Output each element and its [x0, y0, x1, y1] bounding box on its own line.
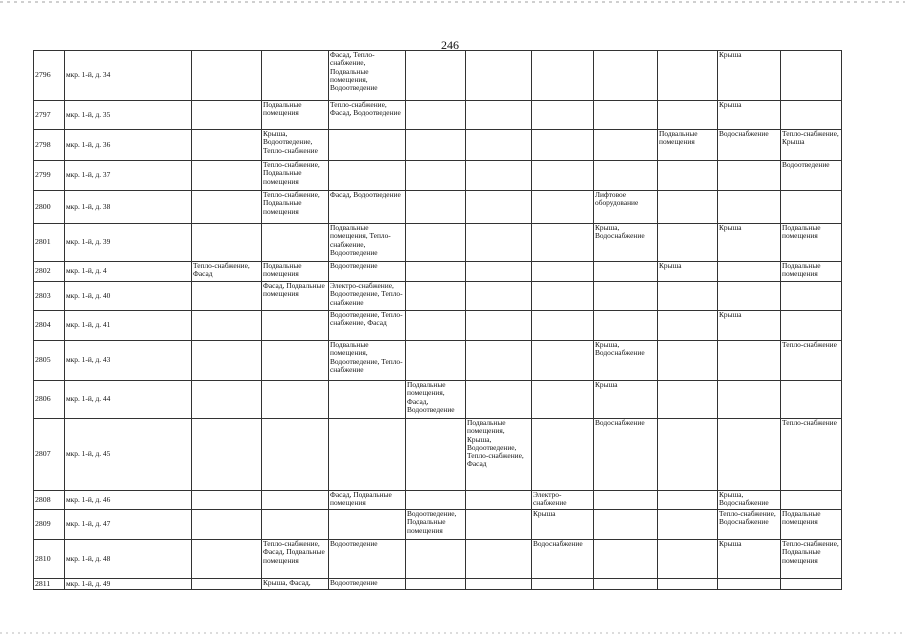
period-cell [192, 510, 262, 540]
period-cell: Крыша [718, 311, 781, 341]
period-cell [466, 341, 532, 381]
scan-edge-top [0, 1, 905, 3]
period-cell [594, 161, 658, 191]
row-number: 2798 [34, 130, 65, 161]
period-cell [406, 224, 466, 262]
period-cell [466, 579, 532, 590]
period-cell [658, 161, 718, 191]
row-number: 2799 [34, 161, 65, 191]
period-cell [781, 311, 842, 341]
period-cell [658, 381, 718, 419]
period-cell [466, 191, 532, 224]
period-cell [718, 262, 781, 282]
period-cell [466, 161, 532, 191]
period-cell: Тепло-снабжение, Крыша [781, 130, 842, 161]
table-body [34, 51, 842, 590]
address-cell: мкр. 1-й, д. 40 [65, 282, 192, 311]
period-cell: Подвальные помещения [781, 224, 842, 262]
address-cell: мкр. 1-й, д. 36 [65, 130, 192, 161]
period-cell: Водоотведение, Подвальные помещения [406, 510, 466, 540]
period-cell [192, 381, 262, 419]
period-cell: Подвальные помещения [781, 262, 842, 282]
period-cell [192, 101, 262, 130]
table-row [34, 282, 842, 311]
table-row [34, 491, 842, 510]
period-cell [781, 101, 842, 130]
address-cell: мкр. 1-й, д. 37 [65, 161, 192, 191]
period-cell [192, 224, 262, 262]
period-cell [262, 341, 329, 381]
period-cell: Крыша, Фасад, [262, 579, 329, 590]
schedule-table-wrapper [33, 50, 842, 590]
row-number: 2804 [34, 311, 65, 341]
period-cell [594, 262, 658, 282]
period-cell [192, 51, 262, 101]
row-number: 2801 [34, 224, 65, 262]
period-cell: Подвальные помещения, Тепло-снабжение, Водоотведение [329, 224, 406, 262]
period-cell [658, 311, 718, 341]
period-cell [532, 311, 594, 341]
period-cell [406, 419, 466, 491]
period-cell: Тепло-снабжение, Фасад, Подвальные помещения [262, 540, 329, 579]
period-cell [466, 101, 532, 130]
table-row [34, 101, 842, 130]
period-cell: Крыша [658, 262, 718, 282]
period-cell [192, 161, 262, 191]
address-cell: мкр. 1-й, д. 48 [65, 540, 192, 579]
period-cell [658, 341, 718, 381]
period-cell [329, 130, 406, 161]
period-cell [466, 262, 532, 282]
period-cell [658, 491, 718, 510]
row-number: 2800 [34, 191, 65, 224]
period-cell [718, 341, 781, 381]
period-cell: Тепло-снабжение, Водоснабжение [718, 510, 781, 540]
table-row [34, 130, 842, 161]
row-number: 2802 [34, 262, 65, 282]
period-cell [192, 191, 262, 224]
period-cell: Водоотведение [781, 161, 842, 191]
period-cell [406, 101, 466, 130]
period-cell: Водоотведение [329, 262, 406, 282]
period-cell [532, 282, 594, 311]
period-cell: Фасад, Водоотведение [329, 191, 406, 224]
period-cell: Крыша, Водоснабжение [594, 224, 658, 262]
period-cell [594, 101, 658, 130]
row-number: 2808 [34, 491, 65, 510]
period-cell [466, 311, 532, 341]
period-cell [532, 101, 594, 130]
address-cell: мкр. 1-й, д. 4 [65, 262, 192, 282]
address-cell: мкр. 1-й, д. 45 [65, 419, 192, 491]
period-cell [466, 540, 532, 579]
row-number: 2806 [34, 381, 65, 419]
period-cell [406, 191, 466, 224]
row-number: 2809 [34, 510, 65, 540]
period-cell: Водоотведение [329, 579, 406, 590]
period-cell: Крыша [718, 540, 781, 579]
period-cell: Крыша [532, 510, 594, 540]
period-cell [718, 419, 781, 491]
row-number: 2811 [34, 579, 65, 590]
period-cell [262, 510, 329, 540]
period-cell [466, 381, 532, 419]
period-cell [594, 282, 658, 311]
period-cell [718, 381, 781, 419]
period-cell [192, 540, 262, 579]
period-cell: Крыша, Водоснабжение [718, 491, 781, 510]
period-cell: Водоснабжение [594, 419, 658, 491]
period-cell [594, 51, 658, 101]
period-cell [262, 419, 329, 491]
table-row [34, 262, 842, 282]
period-cell: Подвальные помещения, Крыша, Водоотведение, Тепло-снабжение, Фасад [466, 419, 532, 491]
period-cell [406, 51, 466, 101]
period-cell: Электро-снабжение [532, 491, 594, 510]
period-cell [532, 579, 594, 590]
period-cell: Тепло-снабжение [781, 341, 842, 381]
period-cell [658, 51, 718, 101]
period-cell [532, 130, 594, 161]
period-cell: Подвальные помещения, Водоотведение, Тепло-снабжение [329, 341, 406, 381]
period-cell: Фасад, Подвальные помещения [262, 282, 329, 311]
period-cell: Подвальные помещения [262, 101, 329, 130]
period-cell [594, 130, 658, 161]
period-cell: Тепло-снабжение, Фасад [192, 262, 262, 282]
period-cell [262, 51, 329, 101]
period-cell [781, 491, 842, 510]
address-cell: мкр. 1-й, д. 41 [65, 311, 192, 341]
period-cell [192, 491, 262, 510]
period-cell [781, 381, 842, 419]
period-cell [658, 224, 718, 262]
table-row [34, 341, 842, 381]
address-cell: мкр. 1-й, д. 44 [65, 381, 192, 419]
period-cell [658, 510, 718, 540]
period-cell [406, 491, 466, 510]
address-cell: мкр. 1-й, д. 34 [65, 51, 192, 101]
period-cell: Тепло-снабжение, Подвальные помещения [262, 161, 329, 191]
period-cell [262, 491, 329, 510]
period-cell [594, 510, 658, 540]
period-cell [262, 311, 329, 341]
period-cell [406, 341, 466, 381]
period-cell [466, 282, 532, 311]
table-row [34, 224, 842, 262]
period-cell [532, 341, 594, 381]
period-cell [192, 419, 262, 491]
period-cell [532, 161, 594, 191]
period-cell [718, 191, 781, 224]
period-cell [532, 51, 594, 101]
scan-edge-bottom [0, 632, 905, 634]
period-cell: Водоотведение [329, 540, 406, 579]
period-cell [532, 191, 594, 224]
period-cell [718, 282, 781, 311]
period-cell [781, 51, 842, 101]
period-cell [658, 191, 718, 224]
period-cell [192, 311, 262, 341]
period-cell [406, 311, 466, 341]
period-cell [466, 224, 532, 262]
table-row [34, 419, 842, 491]
period-cell [329, 381, 406, 419]
row-number: 2797 [34, 101, 65, 130]
period-cell [781, 579, 842, 590]
period-cell: Лифтовое оборудование [594, 191, 658, 224]
period-cell [406, 282, 466, 311]
address-cell: мкр. 1-й, д. 46 [65, 491, 192, 510]
period-cell [329, 161, 406, 191]
period-cell: Крыша [718, 51, 781, 101]
period-cell: Крыша, Водоотведение, Тепло-снабжение [262, 130, 329, 161]
period-cell [192, 341, 262, 381]
row-number: 2807 [34, 419, 65, 491]
period-cell [532, 419, 594, 491]
period-cell [532, 262, 594, 282]
period-cell: Тепло-снабжение, Фасад, Водоотведение [329, 101, 406, 130]
period-cell: Крыша, Водоснабжение [594, 341, 658, 381]
period-cell [594, 491, 658, 510]
address-cell: мкр. 1-й, д. 39 [65, 224, 192, 262]
period-cell: Тепло-снабжение, Подвальные помещения [262, 191, 329, 224]
period-cell [532, 381, 594, 419]
period-cell [718, 579, 781, 590]
period-cell [192, 130, 262, 161]
period-cell: Крыша [718, 101, 781, 130]
period-cell [262, 381, 329, 419]
period-cell: Подвальные помещения [262, 262, 329, 282]
period-cell [718, 161, 781, 191]
period-cell [658, 540, 718, 579]
address-cell: мкр. 1-й, д. 35 [65, 101, 192, 130]
period-cell [406, 579, 466, 590]
row-number: 2796 [34, 51, 65, 101]
address-cell: мкр. 1-й, д. 43 [65, 341, 192, 381]
period-cell [781, 191, 842, 224]
period-cell [192, 579, 262, 590]
period-cell: Водоснабжение [532, 540, 594, 579]
period-cell [658, 101, 718, 130]
period-cell [594, 540, 658, 579]
period-cell [192, 282, 262, 311]
period-cell [329, 419, 406, 491]
period-cell [466, 130, 532, 161]
period-cell [594, 579, 658, 590]
period-cell [466, 510, 532, 540]
period-cell [658, 282, 718, 311]
period-cell: Подвальные помещения, Фасад, Водоотведение [406, 381, 466, 419]
period-cell: Крыша [718, 224, 781, 262]
period-cell [406, 262, 466, 282]
row-number: 2803 [34, 282, 65, 311]
period-cell: Электро-снабжение, Водоотведение, Тепло-снабжение [329, 282, 406, 311]
table-row [34, 311, 842, 341]
row-number: 2810 [34, 540, 65, 579]
period-cell [466, 51, 532, 101]
period-cell [658, 419, 718, 491]
period-cell: Подвальные помещения [781, 510, 842, 540]
address-cell: мкр. 1-й, д. 38 [65, 191, 192, 224]
period-cell: Крыша [594, 381, 658, 419]
period-cell: Водоотведение, Тепло-снабжение, Фасад [329, 311, 406, 341]
table-row [34, 381, 842, 419]
period-cell [532, 224, 594, 262]
table-row [34, 51, 842, 101]
table-row [34, 161, 842, 191]
table-row [34, 579, 842, 590]
period-cell: Тепло-снабжение [781, 419, 842, 491]
period-cell [594, 311, 658, 341]
period-cell: Подвальные помещения [658, 130, 718, 161]
table-row [34, 540, 842, 579]
page-number: 246 [441, 38, 459, 52]
address-cell: мкр. 1-й, д. 47 [65, 510, 192, 540]
repair-schedule-table [33, 50, 842, 590]
address-cell: мкр. 1-й, д. 49 [65, 579, 192, 590]
period-cell [466, 491, 532, 510]
period-cell [406, 161, 466, 191]
table-row [34, 191, 842, 224]
period-cell [406, 130, 466, 161]
period-cell [329, 510, 406, 540]
table-row [34, 510, 842, 540]
period-cell [658, 579, 718, 590]
period-cell [262, 224, 329, 262]
row-number: 2805 [34, 341, 65, 381]
period-cell: Фасад, Тепло-снабжение, Подвальные помещения, Водоотведение [329, 51, 406, 101]
period-cell: Водоснабжение [718, 130, 781, 161]
period-cell: Фасад, Подвальные помещения [329, 491, 406, 510]
period-cell [781, 282, 842, 311]
period-cell: Тепло-снабжение, Подвальные помещения [781, 540, 842, 579]
period-cell [406, 540, 466, 579]
